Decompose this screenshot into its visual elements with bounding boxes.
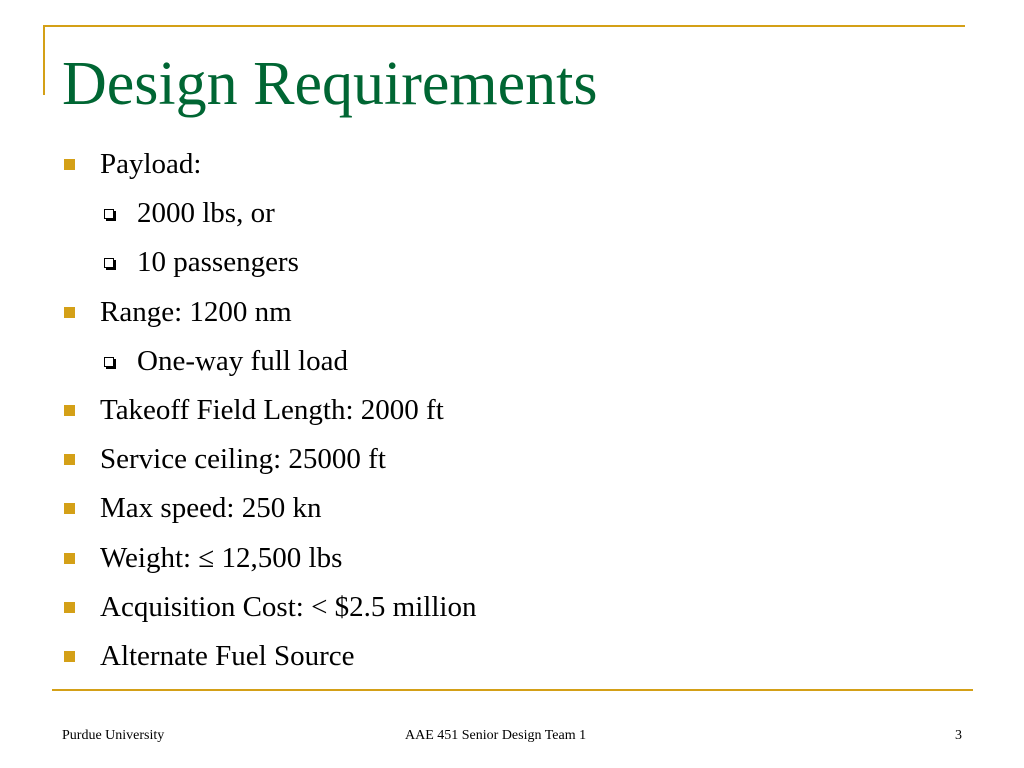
bullet-text: Range: 1200 nm bbox=[100, 295, 292, 328]
slide-number: 3 bbox=[955, 728, 962, 743]
hollow-square-bullet-icon bbox=[104, 258, 114, 268]
sub-bullet-item-passengers bbox=[0, 238, 1024, 287]
bullet-item-range bbox=[0, 288, 1024, 337]
bullet-item-fuel bbox=[0, 632, 1024, 681]
bullet-text: Max speed: 250 kn bbox=[100, 492, 322, 525]
bullet-list bbox=[0, 140, 1024, 681]
footer-team-name: AAE 451 Senior Design Team 1 bbox=[405, 728, 587, 743]
bullet-item-weight bbox=[0, 534, 1024, 583]
filled-square-bullet-icon bbox=[64, 602, 75, 613]
bullet-text: Service ceiling: 25000 ft bbox=[100, 443, 386, 476]
bullet-item-cost bbox=[0, 583, 1024, 632]
footer-divider bbox=[52, 689, 973, 691]
sub-bullet-item-full-load bbox=[0, 337, 1024, 386]
hollow-square-bullet-icon bbox=[104, 209, 114, 219]
filled-square-bullet-icon bbox=[64, 503, 75, 514]
filled-square-bullet-icon bbox=[64, 454, 75, 465]
filled-square-bullet-icon bbox=[64, 159, 75, 170]
hollow-square-bullet-icon bbox=[104, 357, 114, 367]
sub-bullet-text: One-way full load bbox=[137, 344, 348, 377]
sub-bullet-text: 2000 lbs, or bbox=[137, 197, 275, 230]
bullet-item-payload bbox=[0, 140, 1024, 189]
bullet-item-ceiling bbox=[0, 435, 1024, 484]
sub-bullet-text: 10 passengers bbox=[137, 246, 299, 279]
bullet-text: Payload: bbox=[100, 148, 202, 180]
bullet-item-max-speed bbox=[0, 484, 1024, 533]
bullet-text: Acquisition Cost: < $2.5 million bbox=[100, 590, 477, 623]
filled-square-bullet-icon bbox=[64, 405, 75, 416]
slide-title: Design Requirements bbox=[62, 50, 598, 118]
sub-bullet-item-weight bbox=[0, 189, 1024, 238]
bullet-text: Alternate Fuel Source bbox=[100, 639, 355, 672]
filled-square-bullet-icon bbox=[64, 651, 75, 662]
footer-organization: Purdue University bbox=[62, 728, 165, 743]
title-frame-vertical-line bbox=[43, 25, 45, 95]
filled-square-bullet-icon bbox=[64, 307, 75, 318]
filled-square-bullet-icon bbox=[64, 553, 75, 564]
bullet-text: Takeoff Field Length: 2000 ft bbox=[100, 393, 444, 426]
bullet-item-takeoff bbox=[0, 386, 1024, 435]
title-frame-top-line bbox=[43, 25, 965, 27]
bullet-text: Weight: ≤ 12,500 lbs bbox=[100, 541, 343, 574]
